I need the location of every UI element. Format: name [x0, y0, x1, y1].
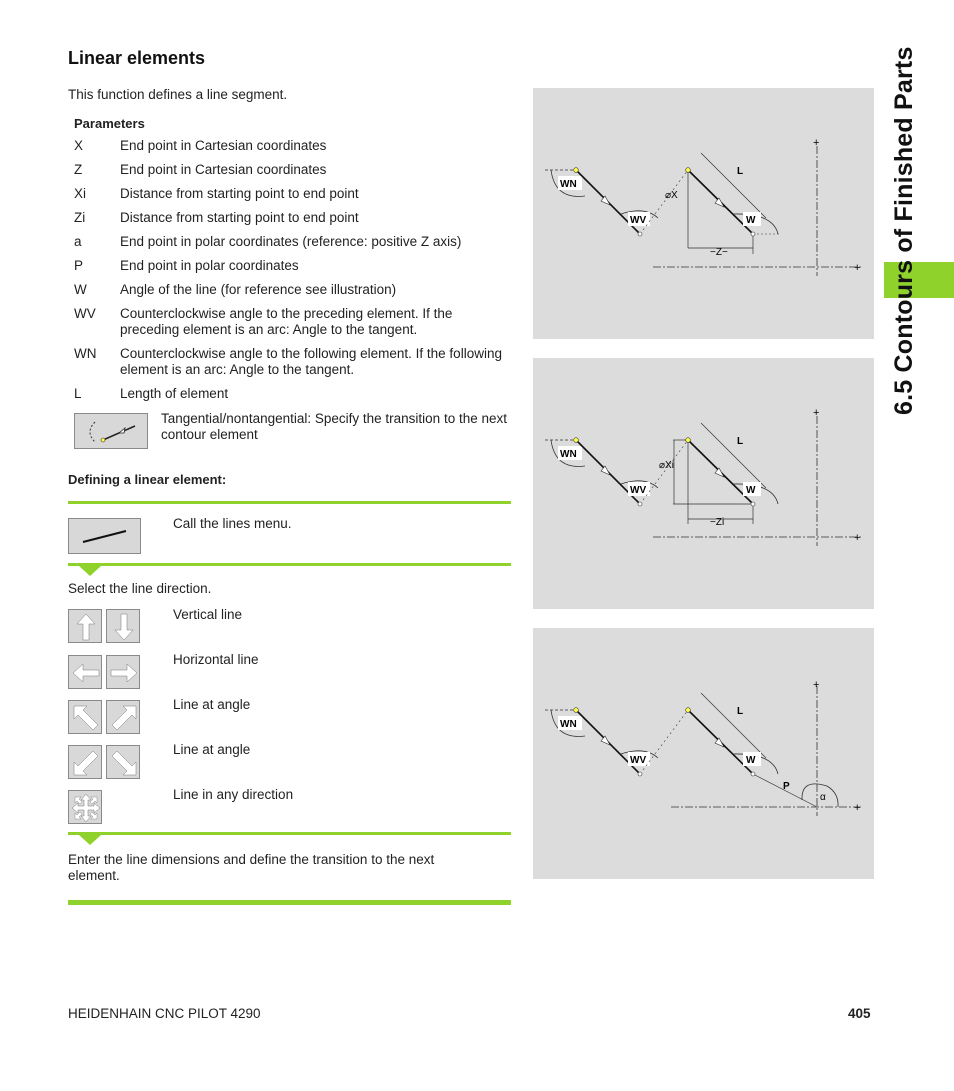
intro-text: This function defines a line segment. [68, 87, 288, 102]
section-tab-label: 6.5 Contours of Finished Parts [890, 46, 918, 415]
defining-heading: Defining a linear element: [68, 472, 227, 487]
tangential-toggle-button[interactable] [74, 413, 148, 449]
param-desc: End point in Cartesian coordinates [120, 162, 327, 177]
axis-plus-label: + [854, 532, 861, 544]
x-dim-label: ⌀X [665, 190, 678, 201]
arrow-down-right-icon [107, 746, 141, 780]
wn-label: WN [560, 449, 577, 460]
illustration-cartesian [533, 88, 874, 339]
axis-plus-label: + [854, 802, 861, 814]
arrows-all-directions-icon [69, 791, 103, 825]
illustration-polar [533, 628, 874, 879]
param-desc: End point in polar coordinates [120, 258, 299, 273]
wn-label: WN [560, 719, 577, 730]
angle-up-right-button[interactable] [106, 700, 140, 734]
arrow-left-icon [69, 656, 103, 690]
w-label: W [746, 755, 756, 766]
axis-plus-label: + [813, 137, 820, 149]
arrow-up-icon [69, 610, 103, 644]
l-label: L [737, 436, 744, 447]
axis-plus-label: + [854, 262, 861, 274]
param-key: X [74, 138, 84, 153]
arrow-up-right-icon [107, 701, 141, 735]
param-desc: Counterclockwise angle to the following element. If the following element is an arc: Angle to the tangent. [120, 346, 502, 377]
step-enter-dimensions: Enter the line dimensions and define the transition to the next element. [68, 852, 435, 883]
illustration-incremental [533, 358, 874, 609]
alpha-label: α [820, 792, 826, 803]
page-number: 405 [848, 1006, 871, 1021]
z-dim-label: −Z− [710, 247, 728, 258]
page-title: Linear elements [68, 48, 206, 68]
step-call-lines-menu: Call the lines menu. [173, 516, 292, 531]
angle-up-left-button[interactable] [68, 700, 102, 734]
wv-label: WV [630, 215, 647, 226]
l-label: L [737, 166, 744, 177]
tangential-description: Tangential/nontangential: Specify the transition to the next contour element [161, 411, 507, 442]
param-desc: Counterclockwise angle to the preceding element. If the preceding element is an arc: Angle to the tangent. [120, 306, 453, 337]
param-desc: End point in polar coordinates (reference: positive Z axis) [120, 234, 462, 249]
direction-label: Line in any direction [173, 787, 294, 802]
param-desc: Distance from starting point to end point [120, 210, 359, 225]
w-label: W [746, 215, 756, 226]
param-key: W [74, 282, 87, 297]
param-desc: Angle of the line (for reference see illustration) [120, 282, 397, 297]
param-desc: End point in Cartesian coordinates [120, 138, 327, 153]
vertical-up-button[interactable] [68, 609, 102, 643]
param-key: L [74, 386, 82, 401]
divider [68, 832, 511, 835]
w-label: W [746, 485, 756, 496]
zi-dim-label: −Zi [710, 517, 725, 528]
lines-menu-button[interactable] [68, 518, 141, 554]
param-key: Z [74, 162, 83, 177]
wn-label: WN [560, 179, 577, 190]
parameters-heading: Parameters [74, 116, 145, 131]
param-desc: Length of element [120, 386, 229, 401]
param-key: WN [74, 346, 97, 361]
direction-label: Line at angle [173, 697, 251, 712]
angle-down-left-button[interactable] [68, 745, 102, 779]
axis-plus-label: + [813, 679, 820, 691]
footer-product: HEIDENHAIN CNC PILOT 4290 [68, 1006, 261, 1021]
step-select-direction: Select the line direction. [68, 581, 212, 596]
direction-label: Horizontal line [173, 652, 259, 667]
step-arrow-icon [79, 835, 101, 845]
l-label: L [737, 706, 744, 717]
vertical-down-button[interactable] [106, 609, 140, 643]
xi-dim-label: ⌀Xi [659, 460, 674, 471]
wv-label: WV [630, 755, 647, 766]
arrow-down-icon [107, 610, 141, 644]
param-key: Zi [74, 210, 86, 225]
arrow-down-left-icon [69, 746, 103, 780]
arrow-right-icon [107, 656, 141, 690]
arrow-up-left-icon [69, 701, 103, 735]
param-key: Xi [74, 186, 87, 201]
p-label: P [783, 781, 790, 792]
divider [68, 501, 511, 504]
horizontal-right-button[interactable] [106, 655, 140, 689]
divider [68, 563, 511, 566]
param-key: WV [74, 306, 96, 321]
wv-label: WV [630, 485, 647, 496]
param-desc: Distance from starting point to end point [120, 186, 359, 201]
tangent-transition-icon [75, 414, 149, 450]
angle-down-right-button[interactable] [106, 745, 140, 779]
direction-label: Line at angle [173, 742, 251, 757]
axis-plus-label: + [813, 407, 820, 419]
param-key: P [74, 258, 84, 273]
direction-label: Vertical line [173, 607, 243, 622]
horizontal-left-button[interactable] [68, 655, 102, 689]
param-key: a [74, 234, 82, 249]
any-direction-button[interactable] [68, 790, 102, 824]
line-icon [69, 519, 142, 555]
divider [68, 900, 511, 905]
step-arrow-icon [79, 566, 101, 576]
